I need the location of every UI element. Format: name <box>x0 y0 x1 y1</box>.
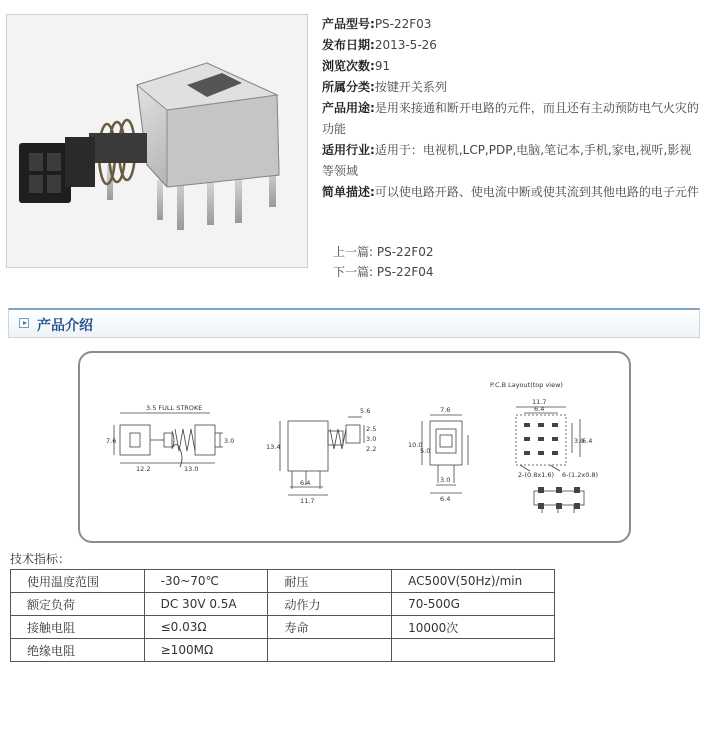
spec-cell: 寿命 <box>268 616 392 639</box>
dim-l: 7.6 <box>440 406 451 414</box>
spec-cell: 绝缘电阻 <box>11 639 145 662</box>
spec-cell: 耐压 <box>268 570 392 593</box>
use-row <box>322 98 700 140</box>
prev-label: 上一篇: <box>333 245 374 259</box>
dim-b: 12.2 <box>136 465 151 473</box>
dim-c: 13.0 <box>184 465 199 473</box>
dim-f: 5.6 <box>360 407 371 415</box>
dim-i: 2.2 <box>366 445 377 453</box>
spec-cell: 动作力 <box>268 593 392 616</box>
dim-m: 10.0 <box>408 441 423 449</box>
industry-row <box>322 140 700 182</box>
spec-cell: 接触电阻 <box>11 616 145 639</box>
dim-p: 6.4 <box>440 495 451 503</box>
industry-value: 适用于：电视机,LCP,PDP,电脑,笔记本,手机,家电,视听,影视等领域 <box>322 143 692 178</box>
pcb-layout-label: P.C.B Layout(top view) <box>490 381 563 389</box>
prev-next-nav <box>333 242 434 282</box>
hole-spec-2: 6-(1.2x0.8) <box>562 471 599 479</box>
full-stroke-label: 3.5 FULL STROKE <box>146 404 203 412</box>
model-value: PS-22F03 <box>374 17 432 31</box>
spec-cell: 使用温度范围 <box>11 570 145 593</box>
spec-cell: ≤0.03Ω <box>144 616 268 639</box>
dim-j: 6.4 <box>300 479 311 487</box>
model-row <box>322 14 700 35</box>
dim-t: 6.4 <box>582 437 593 445</box>
next-item[interactable] <box>333 262 434 282</box>
dimension-drawing <box>80 353 629 541</box>
industry-label: 适用行业: <box>322 143 375 157</box>
dim-k: 11.7 <box>300 497 315 505</box>
next-label: 下一篇: <box>333 265 374 279</box>
spec-cell <box>268 639 392 662</box>
spec-cell: 额定负荷 <box>11 593 145 616</box>
dim-n: 5.0 <box>420 447 431 455</box>
use-label: 产品用途: <box>322 101 375 115</box>
spec-cell: ≥100MΩ <box>144 639 268 662</box>
hole-spec-1: 2-(0.8x1.6) <box>518 471 555 479</box>
next-link[interactable]: PS-22F04 <box>376 265 434 279</box>
category-label: 所属分类: <box>322 80 375 94</box>
product-info <box>322 14 700 203</box>
dim-e: 13.4 <box>266 443 281 451</box>
dim-r: 6.4 <box>534 405 545 413</box>
spec-cell: DC 30V 0.5A <box>144 593 268 616</box>
spec-cell <box>392 639 555 662</box>
spec-cell: -30~70℃ <box>144 570 268 593</box>
section-header <box>8 308 700 338</box>
prev-link[interactable]: PS-22F02 <box>376 245 434 259</box>
dim-q: 11.7 <box>532 398 547 406</box>
date-value: 2013-5-26 <box>374 38 437 52</box>
table-row <box>11 616 555 639</box>
category-value: 按键开关系列 <box>374 80 447 94</box>
arrow-bullet-icon <box>19 318 29 328</box>
table-row <box>11 570 555 593</box>
switch-illustration <box>7 15 307 267</box>
dim-s: 3.0 <box>574 437 585 445</box>
dim-d: 3.0 <box>224 437 235 445</box>
technical-drawing <box>78 351 631 543</box>
views-label: 浏览次数: <box>322 59 375 73</box>
spec-table <box>10 569 555 662</box>
dim-a: 7.6 <box>106 437 117 445</box>
category-row <box>322 77 700 98</box>
views-row <box>322 56 700 77</box>
prev-item[interactable] <box>333 242 434 262</box>
dim-g: 2.5 <box>366 425 377 433</box>
section-title: 产品介绍 <box>37 318 93 334</box>
spec-heading: 技术指标： <box>10 552 71 566</box>
table-row <box>11 639 555 662</box>
product-photo <box>6 14 308 268</box>
description-row <box>322 182 700 203</box>
model-label: 产品型号: <box>322 17 375 31</box>
dim-o: 3.0 <box>440 476 451 484</box>
description-value: 可以使电路开路、使电流中断或使其流到其他电路的电子元件 <box>374 185 699 199</box>
use-value: 是用来接通和断开电路的元件，而且还有主动预防电气火灾的功能 <box>322 101 699 136</box>
description-label: 简单描述: <box>322 185 375 199</box>
spec-cell: 70-500G <box>392 593 555 616</box>
spec-cell: 10000次 <box>392 616 555 639</box>
date-label: 发布日期: <box>322 38 375 52</box>
table-row <box>11 593 555 616</box>
views-value: 91 <box>374 59 391 73</box>
date-row <box>322 35 700 56</box>
spec-cell: AC500V(50Hz)/min <box>392 570 555 593</box>
dim-h: 3.0 <box>366 435 377 443</box>
